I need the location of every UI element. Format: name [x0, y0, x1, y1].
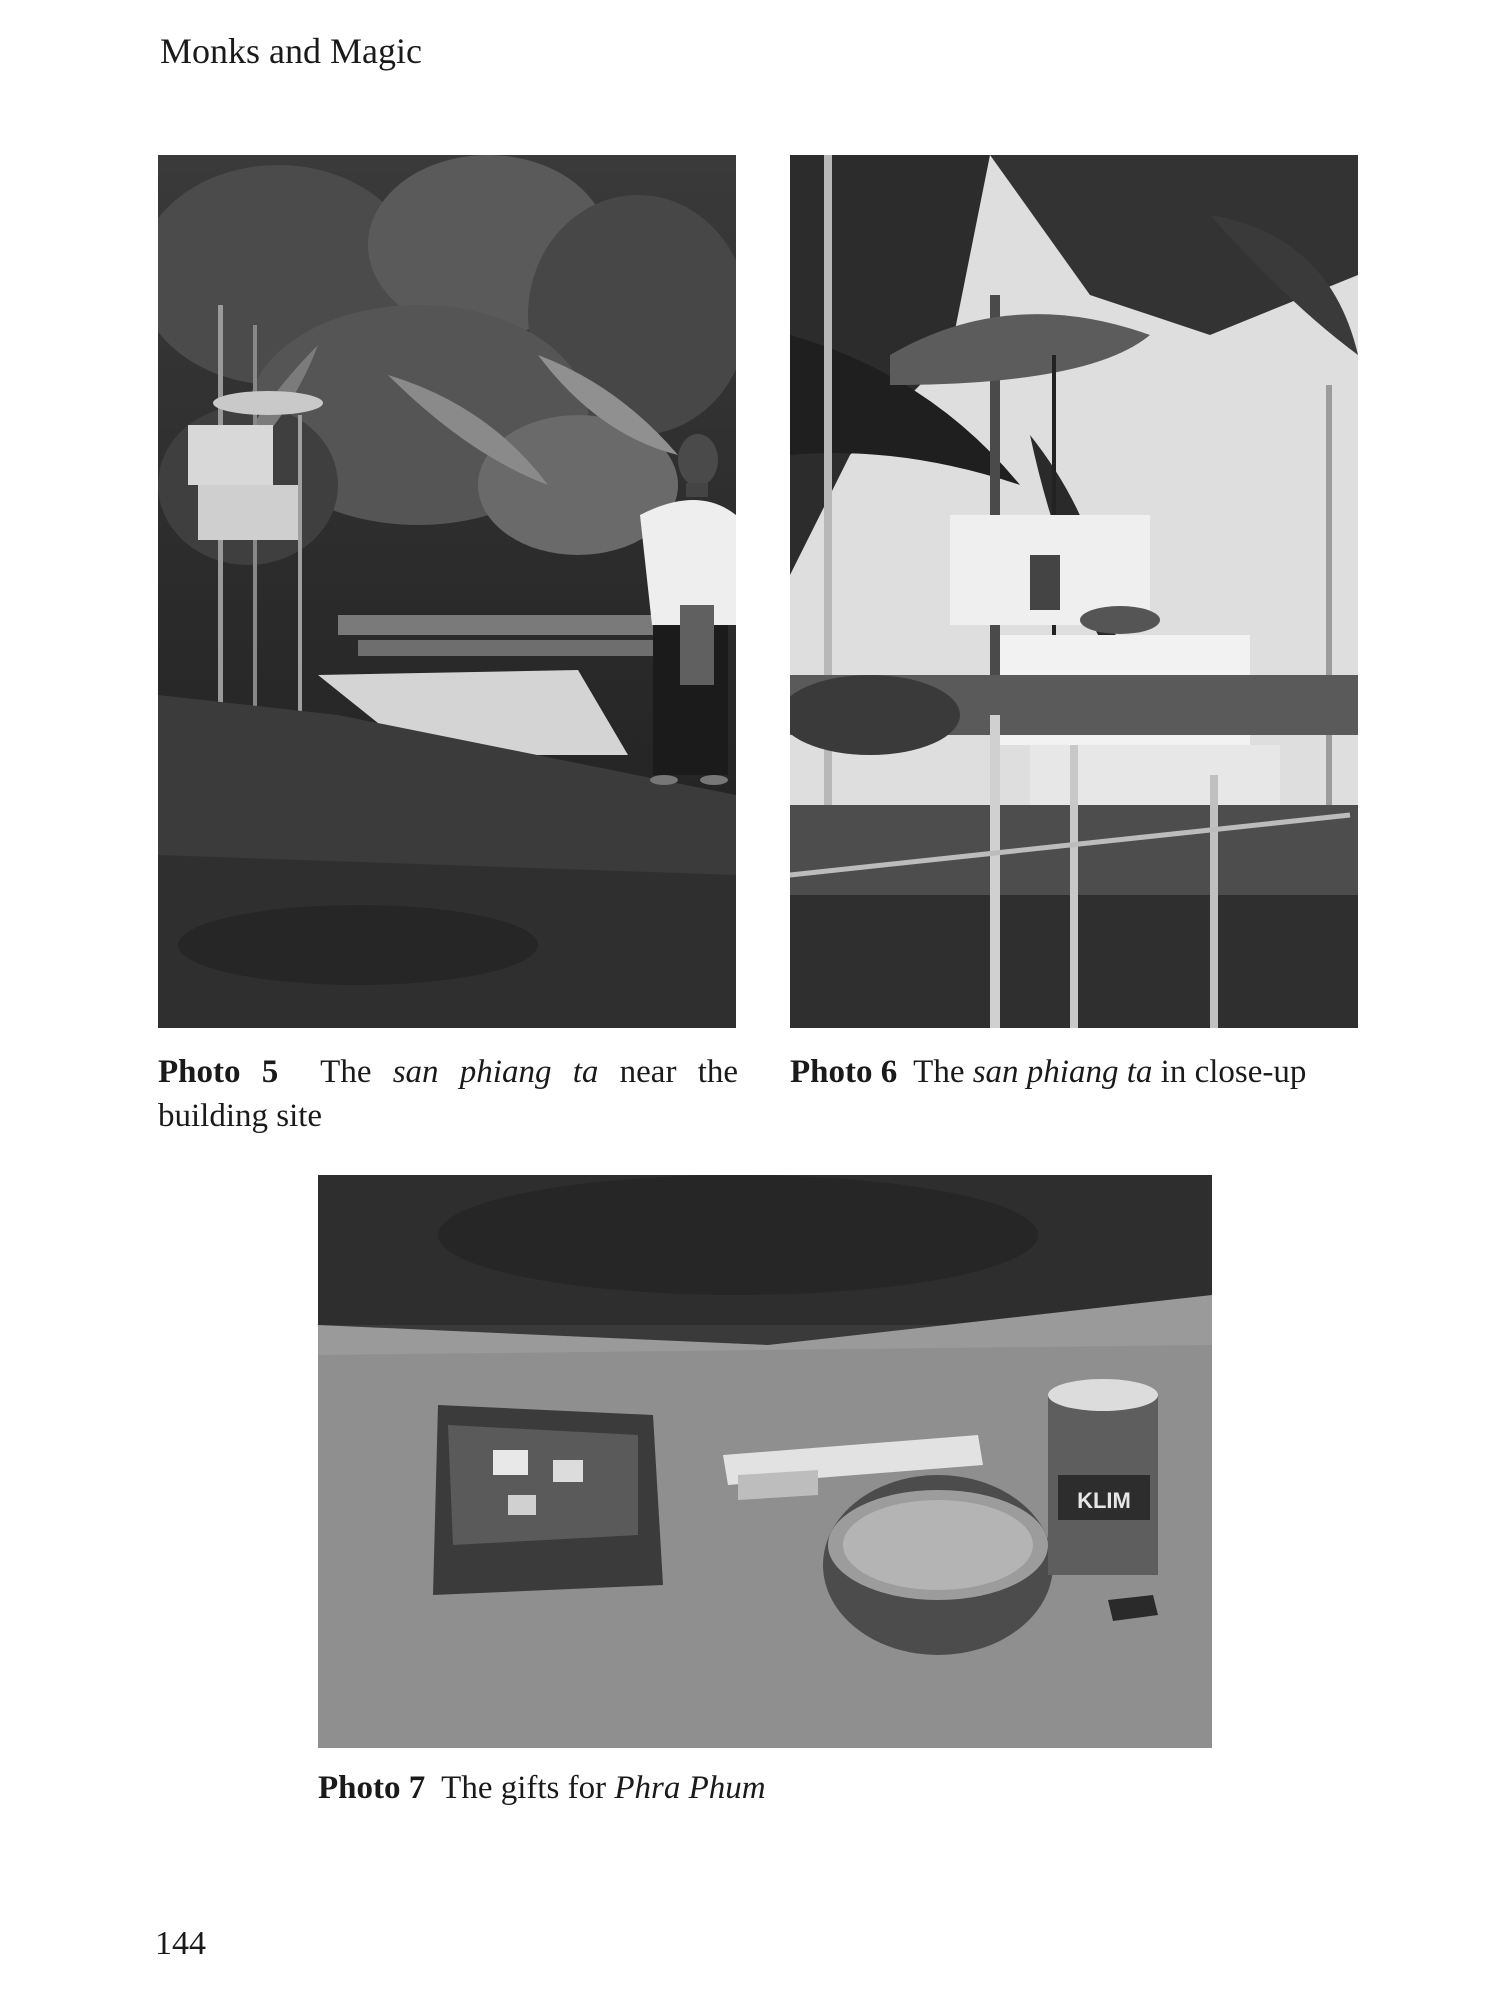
- photo-6-caption-pre: The: [913, 1054, 965, 1090]
- photo-5-caption: [158, 1050, 738, 1138]
- photo-7-label: Photo 7: [318, 1770, 426, 1806]
- page-number: 144: [155, 1925, 206, 1962]
- photo-6-caption-term: san phiang ta: [972, 1054, 1153, 1090]
- klim-can-label: KLIM: [1077, 1488, 1131, 1513]
- photo-7-image: [318, 1175, 1212, 1748]
- photo-7-caption-pre: The gifts for: [441, 1770, 607, 1806]
- photo-5-image: [158, 155, 736, 1028]
- photo-7-caption: [318, 1766, 1218, 1810]
- photo-5-caption-term: san phiang ta: [392, 1054, 599, 1090]
- photo-5-label: Photo 5: [158, 1054, 279, 1090]
- photo-6-caption: [790, 1050, 1358, 1094]
- photo-7-caption-term: Phra Phum: [614, 1770, 766, 1806]
- running-head: Monks and Magic: [160, 31, 422, 71]
- photo-6-label: Photo 6: [790, 1054, 898, 1090]
- photo-6-image: [790, 155, 1358, 1028]
- photo-5-caption-post: near the building site: [158, 1054, 739, 1134]
- photo-6-caption-post: in close-up: [1160, 1054, 1307, 1090]
- photo-5-caption-pre: The: [320, 1054, 372, 1090]
